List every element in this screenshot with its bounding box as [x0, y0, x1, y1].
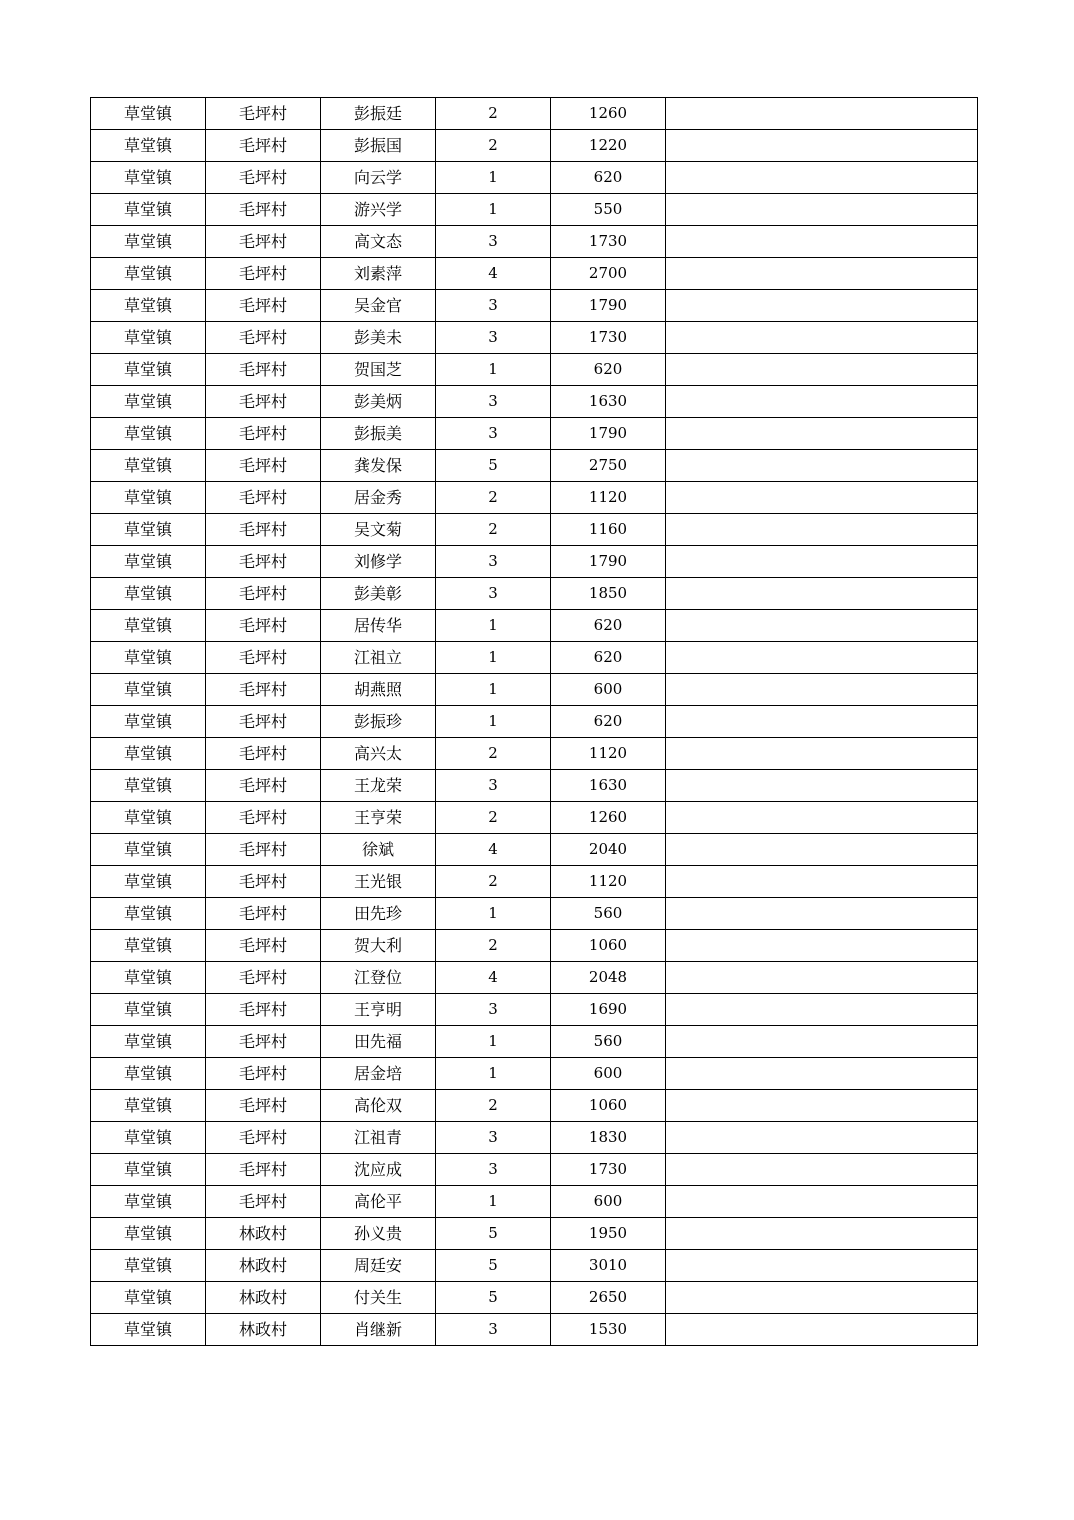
table-row — [91, 1282, 978, 1314]
household-count-cell: 1 — [436, 898, 551, 930]
amount-cell: 1790 — [551, 546, 666, 578]
amount-cell: 1790 — [551, 290, 666, 322]
village-cell: 毛坪村 — [206, 290, 321, 322]
note-cell — [666, 1122, 978, 1154]
town-cell: 草堂镇 — [91, 354, 206, 386]
table-row — [91, 418, 978, 450]
town-cell: 草堂镇 — [91, 1090, 206, 1122]
name-cell: 王光银 — [321, 866, 436, 898]
amount-cell: 620 — [551, 610, 666, 642]
village-cell: 毛坪村 — [206, 642, 321, 674]
note-cell — [666, 194, 978, 226]
amount-cell: 600 — [551, 1186, 666, 1218]
village-cell: 毛坪村 — [206, 130, 321, 162]
amount-cell: 1730 — [551, 322, 666, 354]
village-cell: 毛坪村 — [206, 770, 321, 802]
amount-cell: 1950 — [551, 1218, 666, 1250]
name-cell: 孙义贵 — [321, 1218, 436, 1250]
note-cell — [666, 226, 978, 258]
household-count-cell: 2 — [436, 930, 551, 962]
amount-cell: 1260 — [551, 802, 666, 834]
town-cell: 草堂镇 — [91, 962, 206, 994]
amount-cell: 2700 — [551, 258, 666, 290]
amount-cell: 1730 — [551, 226, 666, 258]
note-cell — [666, 1250, 978, 1282]
town-cell: 草堂镇 — [91, 610, 206, 642]
village-cell: 毛坪村 — [206, 354, 321, 386]
amount-cell: 1530 — [551, 1314, 666, 1346]
town-cell: 草堂镇 — [91, 546, 206, 578]
town-cell: 草堂镇 — [91, 1026, 206, 1058]
name-cell: 田先福 — [321, 1026, 436, 1058]
note-cell — [666, 162, 978, 194]
household-count-cell: 1 — [436, 194, 551, 226]
town-cell: 草堂镇 — [91, 98, 206, 130]
note-cell — [666, 354, 978, 386]
table-body — [91, 98, 978, 1346]
town-cell: 草堂镇 — [91, 1282, 206, 1314]
table-row — [91, 194, 978, 226]
name-cell: 吴金官 — [321, 290, 436, 322]
note-cell — [666, 450, 978, 482]
note-cell — [666, 98, 978, 130]
household-count-cell: 1 — [436, 642, 551, 674]
village-cell: 毛坪村 — [206, 738, 321, 770]
name-cell: 肖继新 — [321, 1314, 436, 1346]
name-cell: 居金秀 — [321, 482, 436, 514]
note-cell — [666, 1218, 978, 1250]
amount-cell: 1630 — [551, 770, 666, 802]
village-cell: 毛坪村 — [206, 1090, 321, 1122]
table-row — [91, 834, 978, 866]
table-row — [91, 1314, 978, 1346]
note-cell — [666, 642, 978, 674]
name-cell: 付关生 — [321, 1282, 436, 1314]
town-cell: 草堂镇 — [91, 738, 206, 770]
village-cell: 林政村 — [206, 1218, 321, 1250]
town-cell: 草堂镇 — [91, 1186, 206, 1218]
village-cell: 毛坪村 — [206, 322, 321, 354]
amount-cell: 1630 — [551, 386, 666, 418]
village-cell: 毛坪村 — [206, 546, 321, 578]
name-cell: 贺国芝 — [321, 354, 436, 386]
amount-cell: 560 — [551, 898, 666, 930]
household-count-cell: 1 — [436, 354, 551, 386]
household-count-cell: 1 — [436, 610, 551, 642]
note-cell — [666, 898, 978, 930]
village-cell: 毛坪村 — [206, 226, 321, 258]
note-cell — [666, 1026, 978, 1058]
note-cell — [666, 802, 978, 834]
note-cell — [666, 674, 978, 706]
note-cell — [666, 994, 978, 1026]
note-cell — [666, 578, 978, 610]
amount-cell: 2650 — [551, 1282, 666, 1314]
amount-cell: 1060 — [551, 1090, 666, 1122]
town-cell: 草堂镇 — [91, 994, 206, 1026]
table-row — [91, 866, 978, 898]
note-cell — [666, 514, 978, 546]
village-cell: 毛坪村 — [206, 1058, 321, 1090]
town-cell: 草堂镇 — [91, 418, 206, 450]
town-cell: 草堂镇 — [91, 162, 206, 194]
village-cell: 毛坪村 — [206, 1122, 321, 1154]
town-cell: 草堂镇 — [91, 450, 206, 482]
village-cell: 毛坪村 — [206, 98, 321, 130]
town-cell: 草堂镇 — [91, 1122, 206, 1154]
household-count-cell: 4 — [436, 258, 551, 290]
amount-cell: 2040 — [551, 834, 666, 866]
amount-cell: 1850 — [551, 578, 666, 610]
household-count-cell: 2 — [436, 738, 551, 770]
town-cell: 草堂镇 — [91, 1218, 206, 1250]
household-count-cell: 4 — [436, 834, 551, 866]
table-row — [91, 642, 978, 674]
village-cell: 林政村 — [206, 1314, 321, 1346]
amount-cell: 1060 — [551, 930, 666, 962]
amount-cell: 1260 — [551, 98, 666, 130]
table-row — [91, 802, 978, 834]
table-row — [91, 1250, 978, 1282]
household-count-cell: 1 — [436, 1058, 551, 1090]
name-cell: 王亨明 — [321, 994, 436, 1026]
name-cell: 王龙荣 — [321, 770, 436, 802]
household-count-cell: 3 — [436, 546, 551, 578]
name-cell: 高伦平 — [321, 1186, 436, 1218]
table-row — [91, 706, 978, 738]
table-row — [91, 994, 978, 1026]
table-row — [91, 354, 978, 386]
note-cell — [666, 1058, 978, 1090]
note-cell — [666, 962, 978, 994]
table-row — [91, 1186, 978, 1218]
name-cell: 王亨荣 — [321, 802, 436, 834]
note-cell — [666, 1154, 978, 1186]
name-cell: 吴文菊 — [321, 514, 436, 546]
amount-cell: 3010 — [551, 1250, 666, 1282]
amount-cell: 1120 — [551, 866, 666, 898]
note-cell — [666, 418, 978, 450]
village-cell: 林政村 — [206, 1250, 321, 1282]
town-cell: 草堂镇 — [91, 130, 206, 162]
table-row — [91, 514, 978, 546]
village-cell: 毛坪村 — [206, 802, 321, 834]
village-cell: 毛坪村 — [206, 962, 321, 994]
town-cell: 草堂镇 — [91, 514, 206, 546]
table-row — [91, 898, 978, 930]
town-cell: 草堂镇 — [91, 386, 206, 418]
name-cell: 江祖青 — [321, 1122, 436, 1154]
town-cell: 草堂镇 — [91, 642, 206, 674]
amount-cell: 2750 — [551, 450, 666, 482]
amount-cell: 2048 — [551, 962, 666, 994]
name-cell: 沈应成 — [321, 1154, 436, 1186]
household-count-cell: 3 — [436, 322, 551, 354]
village-cell: 毛坪村 — [206, 258, 321, 290]
town-cell: 草堂镇 — [91, 290, 206, 322]
village-cell: 毛坪村 — [206, 514, 321, 546]
note-cell — [666, 546, 978, 578]
household-count-cell: 3 — [436, 386, 551, 418]
name-cell: 彭美彰 — [321, 578, 436, 610]
table-row — [91, 1058, 978, 1090]
household-count-cell: 5 — [436, 1282, 551, 1314]
amount-cell: 620 — [551, 706, 666, 738]
town-cell: 草堂镇 — [91, 930, 206, 962]
town-cell: 草堂镇 — [91, 674, 206, 706]
amount-cell: 1160 — [551, 514, 666, 546]
note-cell — [666, 930, 978, 962]
name-cell: 向云学 — [321, 162, 436, 194]
town-cell: 草堂镇 — [91, 1250, 206, 1282]
household-count-cell: 2 — [436, 802, 551, 834]
town-cell: 草堂镇 — [91, 802, 206, 834]
household-count-cell: 5 — [436, 450, 551, 482]
village-cell: 毛坪村 — [206, 1026, 321, 1058]
table-row — [91, 226, 978, 258]
name-cell: 贺大利 — [321, 930, 436, 962]
amount-cell: 620 — [551, 642, 666, 674]
name-cell: 高伦双 — [321, 1090, 436, 1122]
note-cell — [666, 770, 978, 802]
village-cell: 毛坪村 — [206, 450, 321, 482]
town-cell: 草堂镇 — [91, 706, 206, 738]
village-cell: 毛坪村 — [206, 1154, 321, 1186]
town-cell: 草堂镇 — [91, 834, 206, 866]
note-cell — [666, 1314, 978, 1346]
household-count-cell: 3 — [436, 226, 551, 258]
name-cell: 高兴太 — [321, 738, 436, 770]
household-count-cell: 3 — [436, 1122, 551, 1154]
town-cell: 草堂镇 — [91, 258, 206, 290]
subsidy-table — [90, 97, 978, 1346]
town-cell: 草堂镇 — [91, 898, 206, 930]
amount-cell: 620 — [551, 162, 666, 194]
table-row — [91, 1154, 978, 1186]
name-cell: 彭振美 — [321, 418, 436, 450]
table-row — [91, 258, 978, 290]
table-row — [91, 386, 978, 418]
village-cell: 毛坪村 — [206, 482, 321, 514]
table-row — [91, 674, 978, 706]
note-cell — [666, 1186, 978, 1218]
household-count-cell: 3 — [436, 994, 551, 1026]
name-cell: 居传华 — [321, 610, 436, 642]
name-cell: 胡燕照 — [321, 674, 436, 706]
village-cell: 毛坪村 — [206, 418, 321, 450]
town-cell: 草堂镇 — [91, 482, 206, 514]
name-cell: 居金培 — [321, 1058, 436, 1090]
village-cell: 毛坪村 — [206, 1186, 321, 1218]
note-cell — [666, 258, 978, 290]
table-row — [91, 1026, 978, 1058]
town-cell: 草堂镇 — [91, 194, 206, 226]
name-cell: 徐斌 — [321, 834, 436, 866]
household-count-cell: 2 — [436, 130, 551, 162]
table-row — [91, 610, 978, 642]
table-row — [91, 450, 978, 482]
household-count-cell: 1 — [436, 1026, 551, 1058]
name-cell: 游兴学 — [321, 194, 436, 226]
town-cell: 草堂镇 — [91, 770, 206, 802]
name-cell: 彭振国 — [321, 130, 436, 162]
village-cell: 毛坪村 — [206, 194, 321, 226]
note-cell — [666, 706, 978, 738]
amount-cell: 1730 — [551, 1154, 666, 1186]
name-cell: 刘素萍 — [321, 258, 436, 290]
note-cell — [666, 482, 978, 514]
amount-cell: 600 — [551, 1058, 666, 1090]
household-count-cell: 3 — [436, 1154, 551, 1186]
household-count-cell: 3 — [436, 1314, 551, 1346]
village-cell: 毛坪村 — [206, 578, 321, 610]
amount-cell: 550 — [551, 194, 666, 226]
amount-cell: 600 — [551, 674, 666, 706]
name-cell: 江登位 — [321, 962, 436, 994]
table-row — [91, 1122, 978, 1154]
name-cell: 彭振珍 — [321, 706, 436, 738]
amount-cell: 1830 — [551, 1122, 666, 1154]
household-count-cell: 1 — [436, 1186, 551, 1218]
note-cell — [666, 130, 978, 162]
name-cell: 高文态 — [321, 226, 436, 258]
village-cell: 毛坪村 — [206, 994, 321, 1026]
table-row — [91, 130, 978, 162]
name-cell: 刘修学 — [321, 546, 436, 578]
table-row — [91, 1218, 978, 1250]
town-cell: 草堂镇 — [91, 1058, 206, 1090]
village-cell: 毛坪村 — [206, 674, 321, 706]
amount-cell: 560 — [551, 1026, 666, 1058]
amount-cell: 620 — [551, 354, 666, 386]
name-cell: 田先珍 — [321, 898, 436, 930]
town-cell: 草堂镇 — [91, 578, 206, 610]
name-cell: 江祖立 — [321, 642, 436, 674]
table-row — [91, 290, 978, 322]
name-cell: 彭美炳 — [321, 386, 436, 418]
table-row — [91, 162, 978, 194]
town-cell: 草堂镇 — [91, 1314, 206, 1346]
village-cell: 毛坪村 — [206, 386, 321, 418]
note-cell — [666, 322, 978, 354]
village-cell: 林政村 — [206, 1282, 321, 1314]
amount-cell: 1790 — [551, 418, 666, 450]
table-row — [91, 322, 978, 354]
household-count-cell: 5 — [436, 1218, 551, 1250]
household-count-cell: 2 — [436, 98, 551, 130]
household-count-cell: 2 — [436, 482, 551, 514]
village-cell: 毛坪村 — [206, 930, 321, 962]
household-count-cell: 3 — [436, 578, 551, 610]
note-cell — [666, 1090, 978, 1122]
table-row — [91, 738, 978, 770]
household-count-cell: 2 — [436, 514, 551, 546]
town-cell: 草堂镇 — [91, 866, 206, 898]
household-count-cell: 3 — [436, 770, 551, 802]
household-count-cell: 2 — [436, 1090, 551, 1122]
village-cell: 毛坪村 — [206, 610, 321, 642]
household-count-cell: 3 — [436, 418, 551, 450]
town-cell: 草堂镇 — [91, 1154, 206, 1186]
household-count-cell: 5 — [436, 1250, 551, 1282]
name-cell: 彭振廷 — [321, 98, 436, 130]
household-count-cell: 4 — [436, 962, 551, 994]
household-count-cell: 1 — [436, 162, 551, 194]
household-count-cell: 1 — [436, 674, 551, 706]
town-cell: 草堂镇 — [91, 322, 206, 354]
note-cell — [666, 738, 978, 770]
village-cell: 毛坪村 — [206, 898, 321, 930]
household-count-cell: 1 — [436, 706, 551, 738]
note-cell — [666, 610, 978, 642]
table-row — [91, 930, 978, 962]
note-cell — [666, 834, 978, 866]
table-row — [91, 770, 978, 802]
table-row — [91, 546, 978, 578]
note-cell — [666, 1282, 978, 1314]
amount-cell: 1220 — [551, 130, 666, 162]
table-row — [91, 578, 978, 610]
amount-cell: 1690 — [551, 994, 666, 1026]
note-cell — [666, 290, 978, 322]
village-cell: 毛坪村 — [206, 834, 321, 866]
table-row — [91, 1090, 978, 1122]
amount-cell: 1120 — [551, 482, 666, 514]
note-cell — [666, 386, 978, 418]
name-cell: 彭美未 — [321, 322, 436, 354]
subsidy-table-container — [90, 97, 978, 1346]
village-cell: 毛坪村 — [206, 866, 321, 898]
household-count-cell: 2 — [436, 866, 551, 898]
village-cell: 毛坪村 — [206, 706, 321, 738]
table-row — [91, 98, 978, 130]
town-cell: 草堂镇 — [91, 226, 206, 258]
household-count-cell: 3 — [436, 290, 551, 322]
village-cell: 毛坪村 — [206, 162, 321, 194]
name-cell: 龚发保 — [321, 450, 436, 482]
note-cell — [666, 866, 978, 898]
table-row — [91, 962, 978, 994]
amount-cell: 1120 — [551, 738, 666, 770]
name-cell: 周廷安 — [321, 1250, 436, 1282]
table-row — [91, 482, 978, 514]
